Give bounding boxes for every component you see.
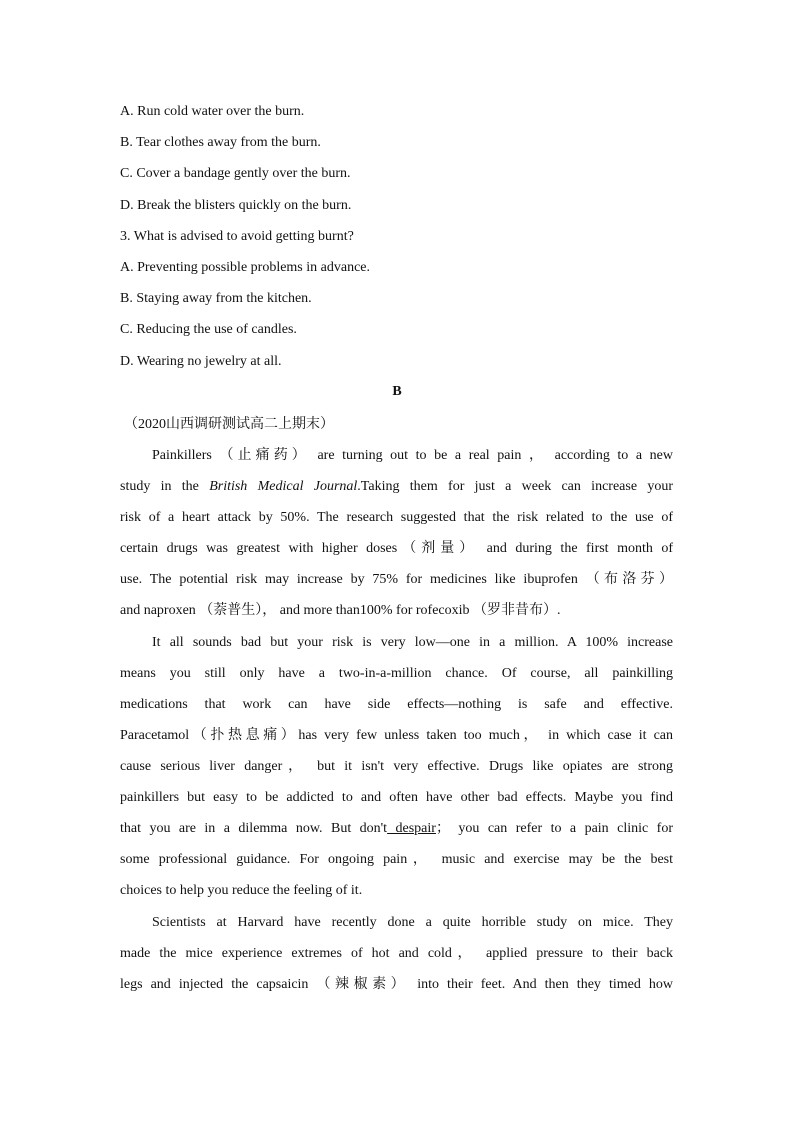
q2-option-d: D. Break the blisters quickly on the burn. (120, 198, 352, 213)
paragraph-line: legs and injected the capsaicin （辣椒素） into their feet. And then they timed how (120, 977, 673, 992)
paragraph-line: risk of a heart attack by 50%. The research suggested that the risk related to the use of (120, 510, 673, 525)
passage-paragraph-1 (120, 440, 673, 626)
paragraph-line: choices to help you reduce the feeling of it. (120, 883, 363, 898)
passage-paragraph-3 (120, 907, 673, 1000)
paragraph-line: and naproxen （萘普生）， and more than100% for rofecoxib （罗非昔布）. (120, 603, 561, 618)
paragraph-line: cause serious liver danger， but it isn't very effective. Drugs like opiates are strong (120, 759, 673, 774)
paragraph-line: Painkillers （止痛药） are turning out to be a real pain ， according to a new (152, 448, 673, 463)
q2-option-c: C. Cover a bandage gently over the burn. (120, 166, 351, 181)
paragraph-line: Scientists at Harvard have recently done a quite horrible study on mice. They (152, 915, 673, 930)
paragraph-line: means you still only have a two-in-a-million chance. Of course, all painkilling (120, 666, 673, 681)
underlined-word: despair (387, 821, 436, 836)
passage-paragraph-2 (120, 627, 673, 906)
paragraph-line: made the mice experience extremes of hot and cold， applied pressure to their back (120, 946, 673, 961)
q2-option-b: B. Tear clothes away from the burn. (120, 135, 321, 150)
paragraph-line: that you are in a dilemma now. But don't despair； you can refer to a pain clinic for (120, 821, 673, 836)
paragraph-line: certain drugs was greatest with higher doses（剂量） and during the first month of (120, 541, 673, 556)
paragraph-line: It all sounds bad but your risk is very low—one in a million. A 100% increase (152, 635, 673, 650)
q3-option-a: A. Preventing possible problems in advance. (120, 260, 371, 275)
paragraph-line: study in the British Medical Journal.Taking them for just a week can increase your (120, 479, 673, 494)
q3-option-c: C. Reducing the use of candles. (120, 322, 297, 337)
q2-option-a: A. Run cold water over the burn. (120, 104, 305, 119)
paragraph-line: Paracetamol（扑热息痛）has very few unless taken too much， in which case it can (120, 728, 673, 743)
paragraph-line: painkillers but easy to be addicted to and often have other bad effects. Maybe you find (120, 790, 673, 805)
q3-question: 3. What is advised to avoid getting burnt? (120, 229, 354, 244)
q3-option-d: D. Wearing no jewelry at all. (120, 354, 282, 369)
journal-title: British Medical Journal (209, 479, 358, 494)
section-letter: B (392, 384, 402, 399)
paragraph-line: medications that work can have side effects—nothing is safe and effective. (120, 697, 673, 712)
paragraph-line: use. The potential risk may increase by 75% for medicines like ibuprofen （布洛芬） (120, 572, 673, 587)
q3-option-b: B. Staying away from the kitchen. (120, 291, 312, 306)
paragraph-line: some professional guidance. For ongoing pain， music and exercise may be the best (120, 852, 673, 867)
source-note: （2020山西调研测试高二上期末） (124, 417, 334, 432)
